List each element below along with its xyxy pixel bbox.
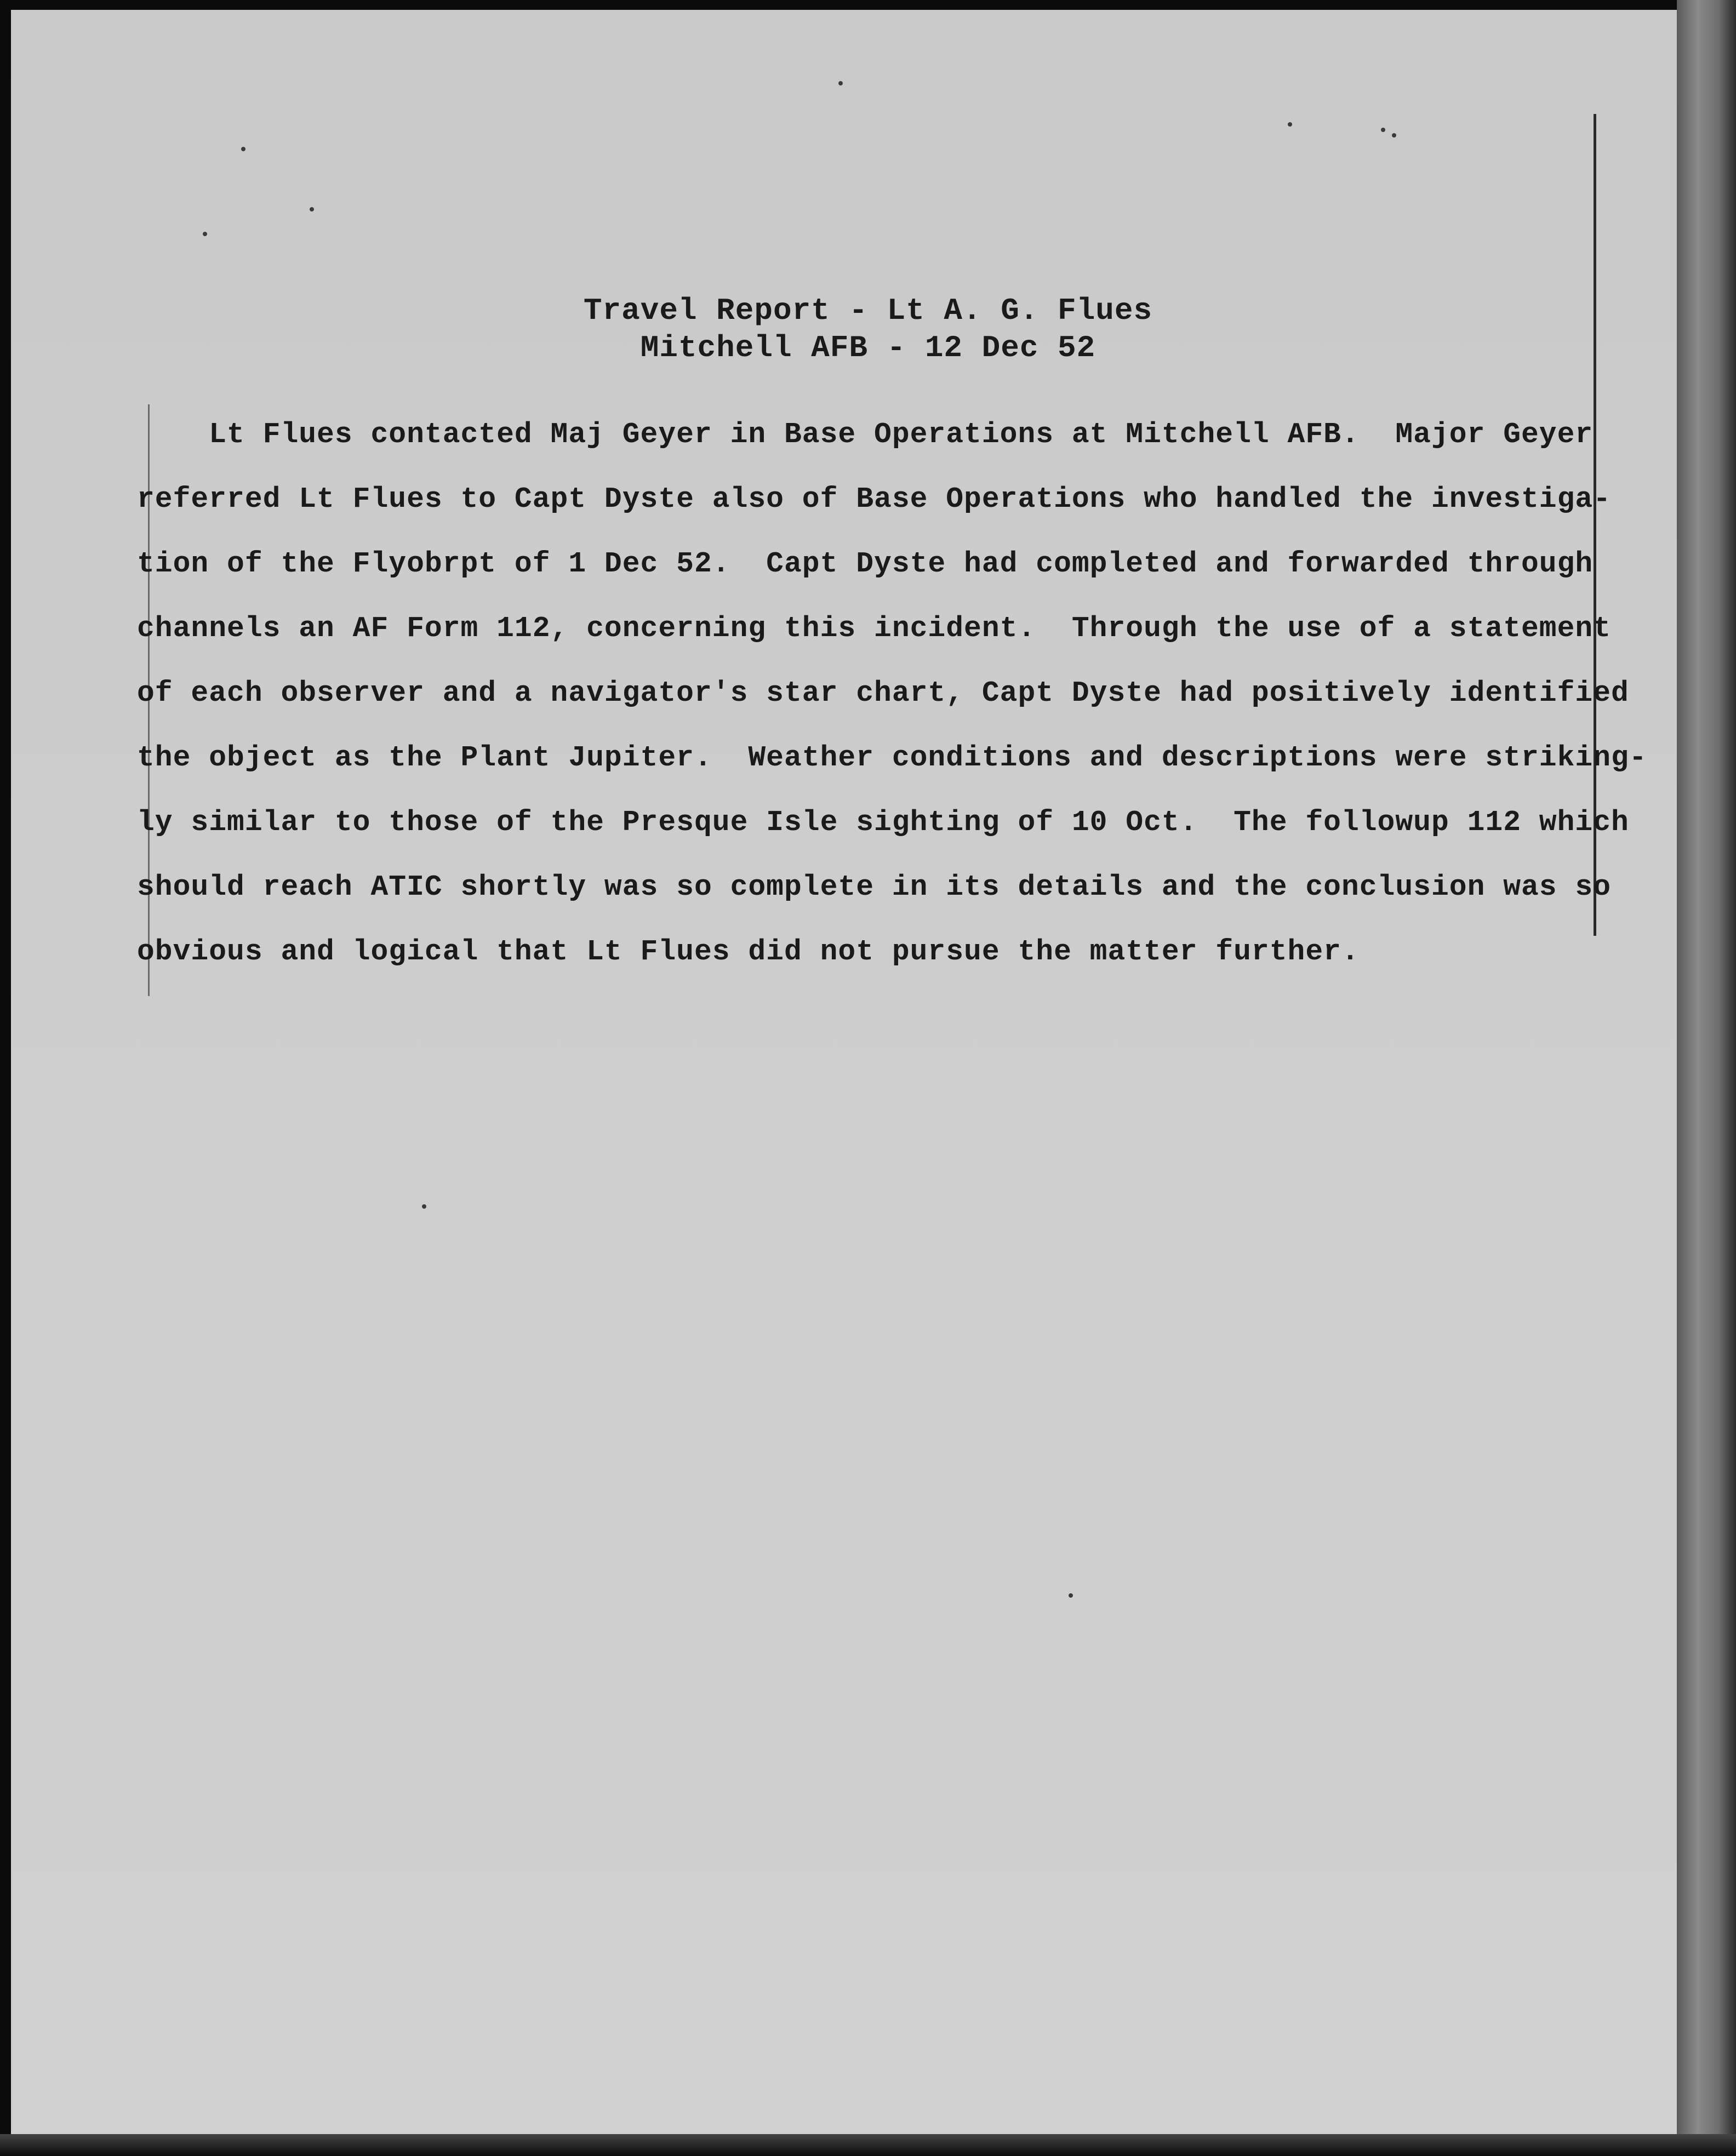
body-line: Lt Flues contacted Maj Geyer in Base Operations at Mitchell AFB. Major Geyer [137, 418, 1594, 451]
paper-sheet [11, 10, 1677, 2136]
dust-speck [1392, 133, 1396, 138]
document-heading [0, 292, 1736, 367]
body-line: of each observer and a navigator's star chart, Capt Dyste had positively identified [137, 677, 1629, 710]
dust-speck [1381, 128, 1385, 132]
dust-speck [241, 147, 245, 151]
report-title: Travel Report - Lt A. G. Flues [583, 293, 1153, 328]
body-line: tion of the Flyobrpt of 1 Dec 52. Capt Dyste had completed and forwarded through [137, 547, 1594, 580]
scan-right-edge [1677, 0, 1736, 2156]
dust-speck [1069, 1593, 1073, 1598]
dust-speck [838, 81, 843, 85]
dust-speck [203, 232, 207, 236]
report-subtitle: Mitchell AFB - 12 Dec 52 [640, 330, 1096, 365]
body-line: ly similar to those of the Presque Isle sighting of 10 Oct. The followup 112 which [137, 806, 1629, 839]
body-line: should reach ATIC shortly was so complete in its details and the conclusion was so [137, 871, 1612, 903]
body-line: the object as the Plant Jupiter. Weather conditions and descriptions were striking- [137, 741, 1647, 774]
dust-speck [422, 1204, 426, 1209]
body-line: channels an AF Form 112, concerning this incident. Through the use of a statement [137, 612, 1612, 645]
dust-speck [1288, 122, 1292, 127]
body-line: referred Lt Flues to Capt Dyste also of Base Operations who handled the investiga- [137, 483, 1612, 516]
scan-bottom-edge [0, 2134, 1736, 2156]
dust-speck [310, 207, 314, 211]
body-line: obvious and logical that Lt Flues did not pursue the matter further. [137, 935, 1360, 968]
